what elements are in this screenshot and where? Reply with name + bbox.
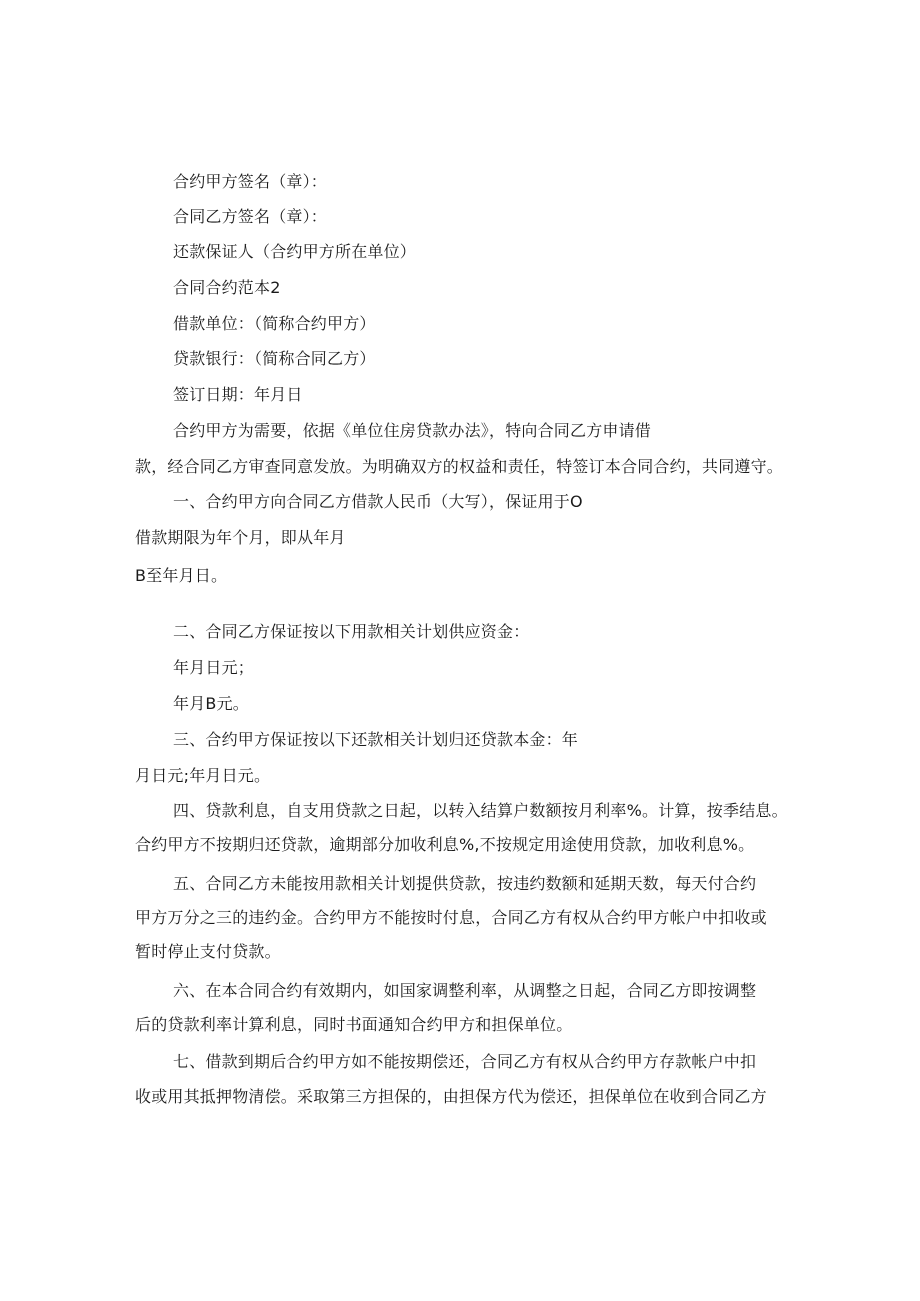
clause-1-line-1: 一、合约甲方向合同乙方借款人民币（大写），保证用于O [173,492,583,511]
clause-7-line-1: 七、借款到期后合约甲方如不能按期偿还，合同乙方有权从合约甲方存款帐户中扣 [173,1052,757,1071]
signature-party-b: 合同乙方签名（章）： [173,207,328,226]
clause-5-line-2: 甲方万分之三的违约金。合约甲方不能按时付息，合同乙方有权从合约甲方帐户中扣收或 [135,908,767,927]
lending-bank: 贷款银行：（简称合同乙方） [173,349,376,368]
signing-date: 签订日期：年月日 [173,385,303,404]
clause-5-line-3: 暂时停止支付贷款。 [135,942,281,961]
repayment-guarantor: 还款保证人（合约甲方所在单位） [173,242,417,261]
template-title: 合同合约范本2 [173,278,281,297]
clause-7-line-2: 收或用其抵押物清偿。采取第三方担保的，由担保方代为偿还，担保单位在收到合同乙方 [135,1087,767,1106]
clause-1-line-3: B至年月日。 [135,566,228,585]
clause-3-line-2: 月日元;年月日元。 [135,766,271,785]
clause-5-line-1: 五、合同乙方未能按用款相关计划提供贷款，按违约数额和延期天数，每天付合约 [173,874,757,893]
clause-6-line-1: 六、在本合同合约有效期内，如国家调整利率，从调整之日起，合同乙方即按调整 [173,981,757,1000]
clause-2-line-3: 年月B元。 [173,694,249,713]
clause-1-line-2: 借款期限为年个月，即从年月 [135,528,346,547]
borrower-unit: 借款单位：（简称合约甲方） [173,314,376,333]
clause-4-line-1: 四、贷款利息，自支用贷款之日起，以转入结算户数额按月利率%。计算，按季结息。 [173,801,788,820]
paragraph-intro-line-2: 款，经合同乙方审查同意发放。为明确双方的权益和责任，特签订本合同合约，共同遵守。 [135,457,784,476]
clause-2-line-2: 年月日元； [173,658,255,677]
clause-2-line-1: 二、合同乙方保证按以下用款相关计划供应资金： [173,622,530,641]
clause-4-line-2: 合约甲方不按期归还贷款，逾期部分加收利息%,不按规定用途使用贷款，加收利息%。 [135,835,755,854]
signature-party-a: 合约甲方签名（章）： [173,172,328,191]
paragraph-intro-line-1: 合约甲方为需要，依据《单位住房贷款办法》，特向合同乙方申请借 [173,421,652,440]
clause-6-line-2: 后的贷款利率计算利息，同时书面通知合约甲方和担保单位。 [135,1015,573,1034]
clause-3-line-1: 三、合约甲方保证按以下还款相关计划归还贷款本金：年 [173,730,579,749]
